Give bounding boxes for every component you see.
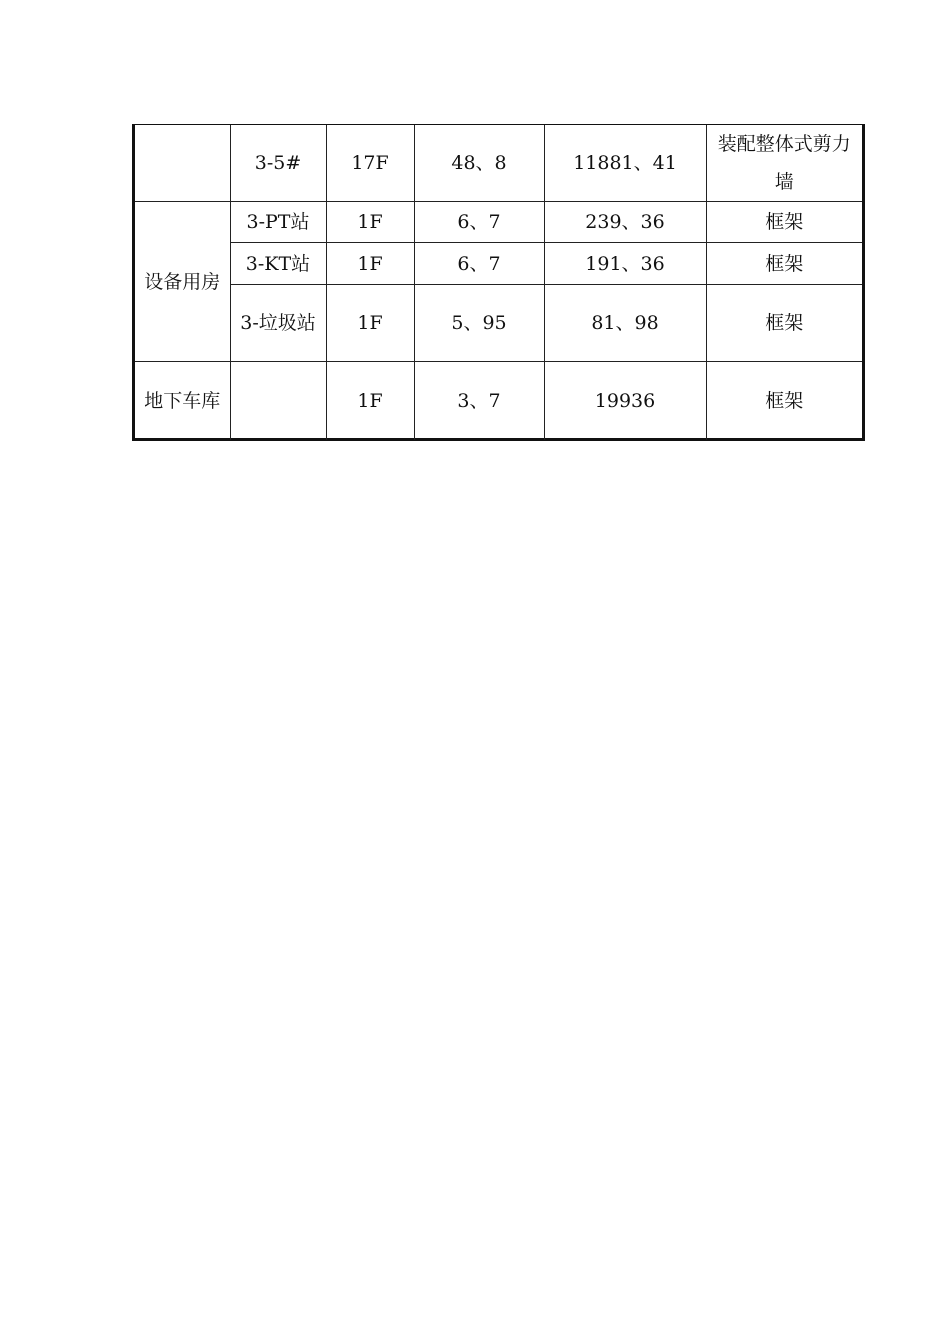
table-cell-name: 3-KT站 (230, 243, 326, 285)
table-cell-area: 239、36 (544, 202, 706, 243)
table-cell-area: 19936 (544, 362, 706, 440)
table-cell-height: 3、7 (414, 362, 544, 440)
building-data-table (135, 125, 862, 440)
table-cell-structure: 框架 (706, 285, 862, 362)
table-cell-structure: 框架 (706, 202, 862, 243)
table-cell-floors: 1F (326, 362, 414, 440)
table-cell-structure: 框架 (706, 362, 862, 440)
table-row (135, 285, 862, 362)
table-cell-structure: 装配整体式剪力墙 (706, 125, 862, 202)
table-cell-name: 3-PT站 (230, 202, 326, 243)
table-cell-name: 3-垃圾站 (230, 285, 326, 362)
table-cell-height: 6、7 (414, 243, 544, 285)
table-cell-height: 6、7 (414, 202, 544, 243)
table-cell-category (135, 125, 230, 202)
table-cell-height: 5、95 (414, 285, 544, 362)
table-cell-name: 3-5# (230, 125, 326, 202)
table-cell-area: 191、36 (544, 243, 706, 285)
table-cell-floors: 1F (326, 285, 414, 362)
building-table (132, 124, 865, 441)
table-cell-area: 81、98 (544, 285, 706, 362)
table-cell-name (230, 362, 326, 440)
table-row (135, 125, 862, 202)
table-cell-structure: 框架 (706, 243, 862, 285)
table-row (135, 362, 862, 440)
table-cell-floors: 17F (326, 125, 414, 202)
table-cell-floors: 1F (326, 243, 414, 285)
table-cell-area: 11881、41 (544, 125, 706, 202)
table-row (135, 202, 862, 243)
table-cell-category: 地下车库 (135, 362, 230, 440)
table-cell-floors: 1F (326, 202, 414, 243)
table-cell-height: 48、8 (414, 125, 544, 202)
table-row (135, 243, 862, 285)
table-cell-group-label: 设备用房 (135, 202, 230, 362)
